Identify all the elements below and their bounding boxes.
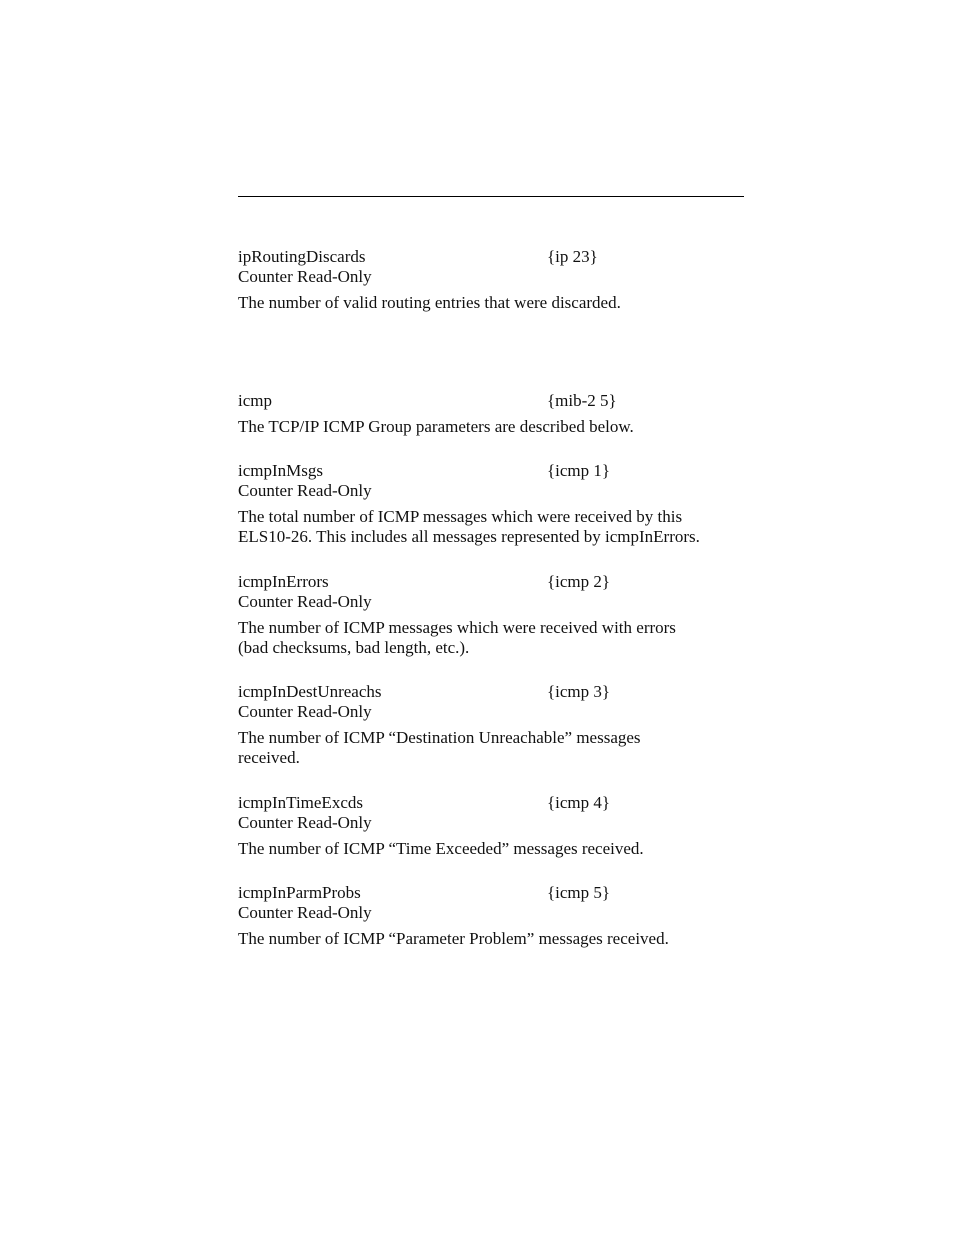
object-name: ipRoutingDiscards: [238, 247, 366, 266]
object-identifier: {icmp 4}: [547, 793, 611, 812]
object-name: icmp: [238, 391, 272, 410]
mib-entry-icmpinmsgs: [238, 461, 744, 547]
object-name: icmpInTimeExcds: [238, 793, 363, 812]
mib-entry-icmpinerrors: [238, 572, 744, 658]
mib-entry-iproutingdiscards: [238, 247, 744, 313]
object-identifier: {icmp 5}: [547, 883, 611, 902]
object-identifier: {icmp 1}: [547, 461, 611, 480]
object-name: icmpInMsgs: [238, 461, 323, 480]
object-name: icmpInErrors: [238, 572, 329, 591]
object-description: The number of ICMP “Time Exceeded” messages received.: [238, 839, 644, 858]
entry-heading-row: [238, 572, 744, 592]
header-rule: [238, 196, 744, 197]
object-description: The TCP/IP ICMP Group parameters are described below.: [238, 417, 634, 436]
entry-heading-row: [238, 883, 744, 903]
object-description: The total number of ICMP messages which were received by this ELS10-26. This includes all messages represented by icmpInErrors.: [238, 507, 700, 546]
object-name: icmpInDestUnreachs: [238, 682, 382, 701]
mib-entry-icmpintimeexcds: [238, 793, 744, 859]
object-name: icmpInParmProbs: [238, 883, 361, 902]
object-access: Counter Read-Only: [238, 592, 372, 611]
object-description: The number of ICMP messages which were received with errors (bad checksums, bad length, etc.).: [238, 618, 676, 657]
object-identifier: {icmp 2}: [547, 572, 611, 591]
object-access: Counter Read-Only: [238, 903, 372, 922]
object-identifier: {ip 23}: [547, 247, 598, 266]
object-access: Counter Read-Only: [238, 267, 372, 286]
object-identifier: {mib-2 5}: [547, 391, 617, 410]
object-identifier: {icmp 3}: [547, 682, 611, 701]
mib-entry-icmpindestunreachs: [238, 682, 744, 768]
object-description: The number of ICMP “Parameter Problem” messages received.: [238, 929, 669, 948]
object-description: The number of ICMP “Destination Unreachable” messages received.: [238, 728, 641, 767]
object-access: Counter Read-Only: [238, 481, 372, 500]
entry-heading-row: [238, 247, 744, 267]
object-access: Counter Read-Only: [238, 702, 372, 721]
entry-heading-row: [238, 793, 744, 813]
object-description: The number of valid routing entries that were discarded.: [238, 293, 621, 312]
entry-heading-row: [238, 461, 744, 481]
entry-heading-row: [238, 391, 744, 411]
object-access: Counter Read-Only: [238, 813, 372, 832]
mib-entry-icmpinparmprobs: [238, 883, 744, 949]
mib-entry-icmp: [238, 391, 744, 437]
entry-heading-row: [238, 682, 744, 702]
